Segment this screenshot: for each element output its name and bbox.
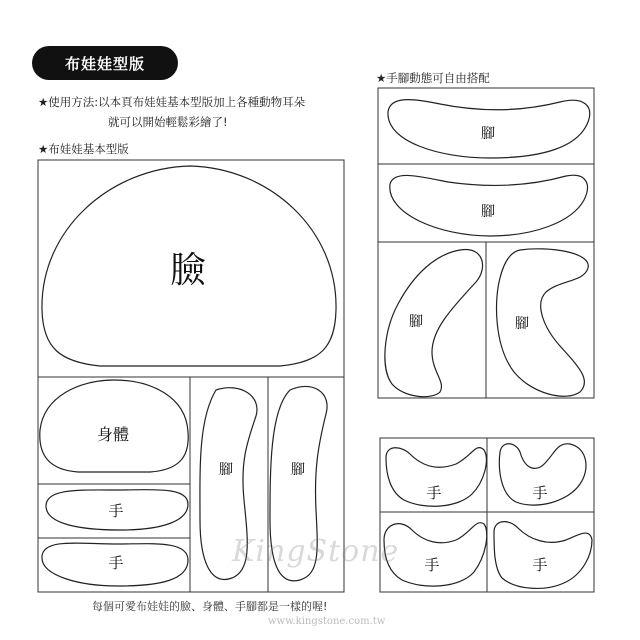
- hand-label-1: 手: [108, 502, 124, 520]
- footer-note: 每個可愛布娃娃的臉、身體、手腳都是一樣的喔!: [92, 600, 328, 613]
- page-title: 布娃娃型版: [32, 46, 178, 80]
- foot-label-4: 腳: [481, 204, 495, 220]
- watermark-url: www.kingstone.com.tw: [268, 616, 386, 627]
- hand-label-3: 手: [426, 484, 442, 502]
- hand-label-4: 手: [532, 484, 548, 502]
- hand-label-2: 手: [108, 554, 124, 572]
- foot-label-6: 腳: [515, 316, 529, 332]
- foot-label-3: 腳: [481, 126, 495, 142]
- limbs-header: ★手腳動態可自由搭配: [376, 71, 490, 85]
- hand-label-5: 手: [424, 556, 440, 574]
- foot-piece-5: [385, 250, 483, 397]
- hand-label-6: 手: [532, 556, 548, 574]
- usage-note-line2: 就可以開始輕鬆彩繪了!: [108, 115, 228, 129]
- hand-piece-6: [494, 522, 592, 589]
- basic-pattern-header: ★布娃娃基本型版: [38, 142, 129, 156]
- usage-note-line1: ★使用方法:以本頁布娃娃基本型版加上各種動物耳朵: [38, 95, 306, 109]
- foot-piece-6: [497, 249, 589, 396]
- foot-label-2: 腳: [291, 462, 305, 478]
- body-label: 身體: [96, 425, 130, 444]
- face-label: 臉: [169, 250, 207, 291]
- foot-label-1: 腳: [219, 462, 233, 478]
- foot-label-5: 腳: [409, 314, 423, 330]
- watermark-logo: KingStone: [232, 534, 400, 569]
- hand-piece-5: [384, 523, 487, 586]
